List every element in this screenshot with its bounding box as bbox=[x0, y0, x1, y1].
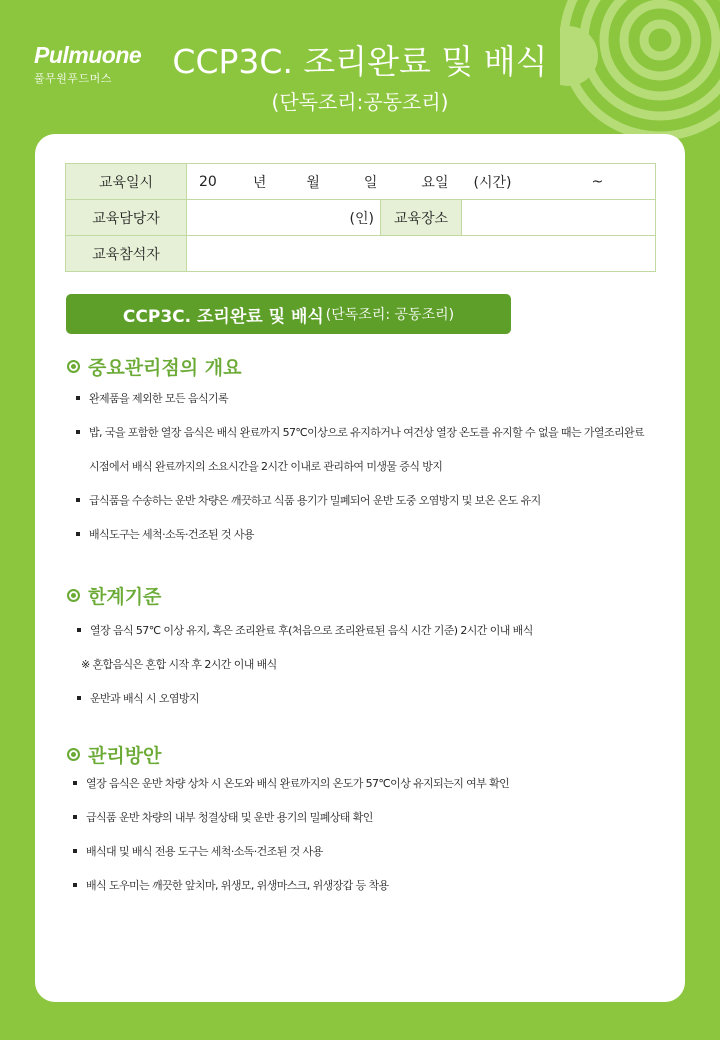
list-item: 배식 도우미는 깨끗한 앞치마, 위생모, 위생마스크, 위생장갑 등 착용 bbox=[86, 879, 389, 892]
circle-bullet-icon bbox=[67, 589, 80, 602]
education-info-table bbox=[65, 163, 656, 272]
logo-subtext: 풀무원푸드머스 bbox=[34, 72, 112, 85]
year-unit: 년 bbox=[252, 174, 267, 191]
time-separator: ~ bbox=[591, 173, 604, 190]
day-unit: 일 bbox=[363, 174, 378, 191]
section-title-management: 관리방안 bbox=[67, 741, 161, 768]
list-item: 완제품을 제외한 모든 음식기록 bbox=[89, 392, 229, 405]
banner-note: (단독조리: 공동조리) bbox=[325, 307, 455, 323]
section-title-overview: 중요관리점의 개요 bbox=[67, 353, 241, 380]
year-prefix: 20 bbox=[199, 173, 217, 190]
manager-label: 교육담당자 bbox=[66, 200, 187, 236]
section-banner bbox=[66, 294, 511, 334]
time-label: (시간) bbox=[473, 174, 512, 191]
concentric-circles-decoration bbox=[560, 0, 720, 140]
logo-text: Pulmuone bbox=[34, 42, 142, 68]
banner-title: CCP3C. 조리완료 및 배식 bbox=[122, 306, 324, 327]
list-item: 밥, 국을 포함한 열장 음식은 배식 완료까지 57℃이상으로 유지하거나 여건상 열장 온도를 유지할 수 없을 때는 가열조리완료 bbox=[89, 426, 645, 439]
date-field[interactable] bbox=[187, 164, 656, 200]
list-item: 시점에서 배식 완료까지의 소요시간을 2시간 이내로 관리하여 미생물 증식 방지 bbox=[89, 460, 443, 473]
list-item: ※ 혼합음식은 혼합 시작 후 2시간 이내 배식 bbox=[81, 658, 277, 671]
list-item: 급식품을 수송하는 운반 차량은 깨끗하고 식품 용기가 밀폐되어 운반 도중 오염방지 및 보온 온도 유지 bbox=[89, 494, 541, 507]
attendee-field[interactable] bbox=[187, 236, 656, 272]
date-label: 교육일시 bbox=[66, 164, 187, 200]
list-item: 열장 음식은 운반 차량 상차 시 온도와 배식 완료까지의 온도가 57℃이상 유지되는지 여부 확인 bbox=[86, 777, 510, 790]
pulmuone-logo bbox=[34, 42, 141, 86]
list-item: 운반과 배식 시 오염방지 bbox=[90, 692, 199, 705]
weekday-unit: 요일 bbox=[421, 174, 449, 191]
circle-bullet-icon bbox=[67, 748, 80, 761]
seal-mark: (인) bbox=[349, 210, 374, 227]
table-row bbox=[66, 200, 656, 236]
place-field[interactable] bbox=[462, 200, 656, 236]
circle-bullet-icon bbox=[67, 360, 80, 373]
page-subtitle: (단독조리:공동조리) bbox=[271, 90, 449, 114]
page-title: CCP3C. 조리완료 및 배식 bbox=[172, 42, 548, 81]
list-item: 배식도구는 세척·소독·건조된 것 사용 bbox=[89, 528, 254, 541]
place-label: 교육장소 bbox=[381, 200, 462, 236]
manager-field[interactable] bbox=[187, 200, 381, 236]
list-item: 열장 음식 57℃ 이상 유지, 혹은 조리완료 후(처음으로 조리완료된 음식 시간 기준) 2시간 이내 배식 bbox=[90, 624, 533, 637]
table-row bbox=[66, 236, 656, 272]
list-item: 급식품 운반 차량의 내부 청결상태 및 운반 용기의 밀폐상태 확인 bbox=[86, 811, 373, 824]
section-title-limit: 한계기준 bbox=[67, 582, 161, 609]
table-row bbox=[66, 164, 656, 200]
content-card bbox=[35, 134, 685, 1002]
attendee-label: 교육참석자 bbox=[66, 236, 187, 272]
list-item: 배식대 및 배식 전용 도구는 세척·소독·건조된 것 사용 bbox=[86, 845, 323, 858]
month-unit: 월 bbox=[306, 174, 320, 191]
